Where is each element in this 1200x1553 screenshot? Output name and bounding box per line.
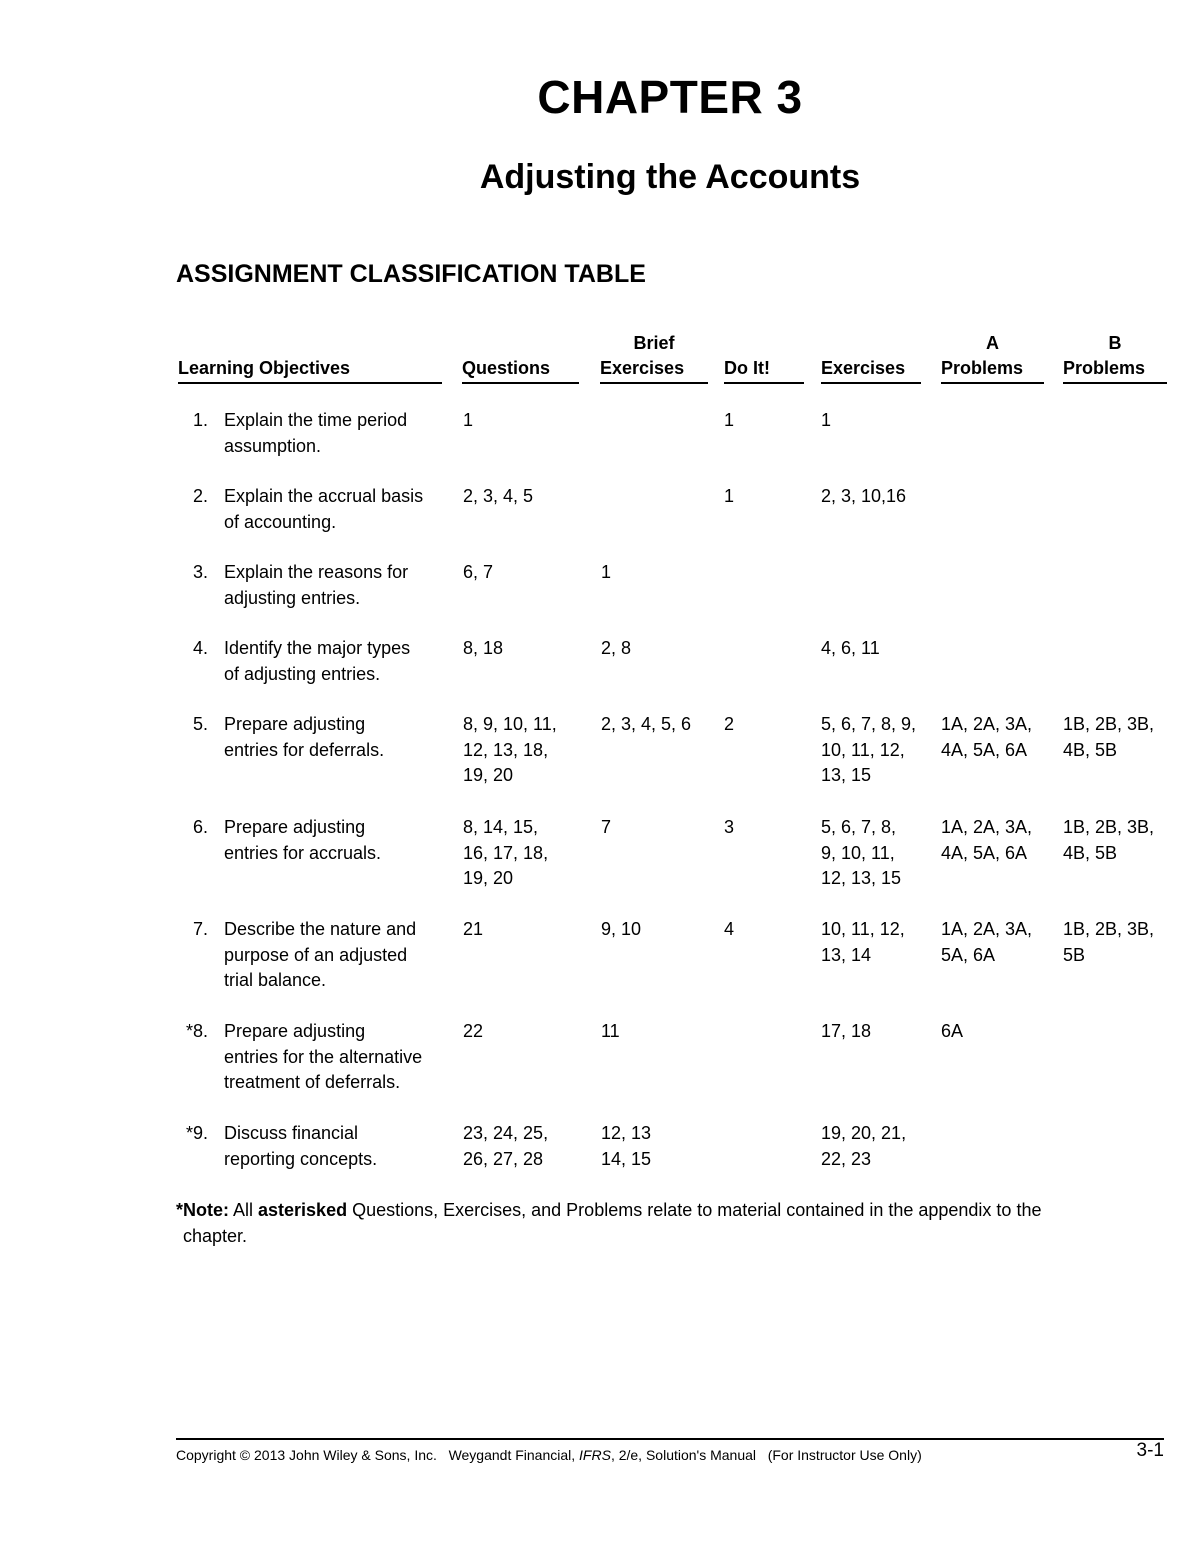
footnote xyxy=(176,1198,1164,1249)
book-title-prefix: Weygandt Financial, xyxy=(448,1447,580,1463)
row-questions: 8, 18 xyxy=(463,638,504,658)
row-number: 2. xyxy=(192,486,208,506)
footnote-line-2: chapter. xyxy=(183,1225,248,1246)
row-exercises: 4, 6, 11 xyxy=(821,638,880,658)
section-title: ASSIGNMENT CLASSIFICATION TABLE xyxy=(176,260,646,288)
row-do-it: 1 xyxy=(724,486,735,506)
page-number: 3-1 xyxy=(1136,1440,1164,1461)
row-exercises: 10, 11, 12, 13, 14 xyxy=(821,919,905,965)
row-do-it: 2 xyxy=(724,714,735,734)
row-questions: 1 xyxy=(463,410,474,430)
row-do-it: 1 xyxy=(724,410,735,430)
row-number: 7. xyxy=(192,919,208,939)
row-a-problems: 1A, 2A, 3A, 4A, 5A, 6A xyxy=(941,714,1033,760)
row-b-problems: 1B, 2B, 3B, 4B, 5B xyxy=(1063,714,1155,760)
row-objective: Explain the accrual basis of accounting. xyxy=(224,486,424,532)
book-title-suffix: , 2/e, Solution's Manual xyxy=(610,1447,757,1463)
row-number: 5. xyxy=(192,714,208,734)
row-questions: 2, 3, 4, 5 xyxy=(463,486,534,506)
row-objective: Prepare adjusting entries for the alternative treatment of deferrals. xyxy=(224,1021,423,1092)
row-number: 4. xyxy=(192,638,208,658)
row-exercises: 17, 18 xyxy=(821,1021,872,1041)
row-brief-exercises: 7 xyxy=(601,817,612,837)
header-a-problems: A Problems xyxy=(941,331,1044,384)
header-do-it: Do It! xyxy=(724,356,804,384)
row-brief-exercises: 2, 3, 4, 5, 6 xyxy=(601,714,692,734)
row-number: 3. xyxy=(192,562,208,582)
note-label: *Note: xyxy=(176,1200,229,1220)
row-objective: Explain the time period assumption. xyxy=(224,410,408,456)
row-exercises: 1 xyxy=(821,410,832,430)
row-questions: 6, 7 xyxy=(463,562,494,582)
row-brief-exercises: 1 xyxy=(601,562,612,582)
row-number: *9. xyxy=(185,1123,208,1143)
row-brief-exercises: 12, 13 14, 15 xyxy=(601,1123,652,1169)
row-questions: 8, 9, 10, 11, 12, 13, 18, 19, 20 xyxy=(463,714,557,785)
book-title-italic: IFRS xyxy=(579,1447,611,1463)
copyright: Copyright © 2013 John Wiley & Sons, Inc. xyxy=(176,1447,437,1463)
header-objectives: Learning Objectives xyxy=(178,356,442,384)
header-exercises: Exercises xyxy=(821,356,921,384)
row-brief-exercises: 9, 10 xyxy=(601,919,642,939)
row-objective: Discuss financial reporting concepts. xyxy=(224,1123,378,1169)
footnote-line-1: *Note: All asterisked Questions, Exercises, and Problems relate to material contained in the appendix to the xyxy=(176,1200,1042,1220)
row-a-problems: 1A, 2A, 3A, 4A, 5A, 6A xyxy=(941,817,1033,863)
row-number: 6. xyxy=(192,817,208,837)
row-objective: Explain the reasons for adjusting entries. xyxy=(224,562,409,608)
row-objective: Prepare adjusting entries for deferrals. xyxy=(224,714,385,760)
row-a-problems: 1A, 2A, 3A, 5A, 6A xyxy=(941,919,1033,965)
row-objective: Prepare adjusting entries for accruals. xyxy=(224,817,382,863)
row-do-it: 3 xyxy=(724,817,735,837)
row-exercises: 19, 20, 21, 22, 23 xyxy=(821,1123,907,1169)
row-number: 1. xyxy=(192,410,208,430)
row-number: *8. xyxy=(185,1021,208,1041)
row-b-problems: 1B, 2B, 3B, 4B, 5B xyxy=(1063,817,1155,863)
footer-text xyxy=(176,1445,1164,1465)
row-questions: 23, 24, 25, 26, 27, 28 xyxy=(463,1123,549,1169)
usage-note: (For Instructor Use Only) xyxy=(767,1447,922,1463)
header-brief-exercises: Brief Exercises xyxy=(600,331,708,384)
row-brief-exercises: 11 xyxy=(601,1021,620,1041)
row-do-it: 4 xyxy=(724,919,735,939)
header-b-problems: B Problems xyxy=(1063,331,1167,384)
row-objective: Describe the nature and purpose of an adjusted trial balance. xyxy=(224,919,417,990)
row-brief-exercises: 2, 8 xyxy=(601,638,632,658)
row-questions: 22 xyxy=(463,1021,484,1041)
row-a-problems: 6A xyxy=(941,1021,964,1041)
chapter-subtitle: Adjusting the Accounts xyxy=(479,158,861,196)
header-questions: Questions xyxy=(462,356,579,384)
row-b-problems: 1B, 2B, 3B, 5B xyxy=(1063,919,1155,965)
row-exercises: 2, 3, 10,16 xyxy=(821,486,907,506)
note-emphasis: asterisked xyxy=(258,1200,348,1220)
row-questions: 21 xyxy=(463,919,484,939)
row-exercises: 5, 6, 7, 8, 9, 10, 11, 12, 13, 15 xyxy=(821,817,902,888)
row-objective: Identify the major types of adjusting entries. xyxy=(224,638,411,684)
footer-divider xyxy=(176,1438,1164,1440)
chapter-title: CHAPTER 3 xyxy=(537,71,803,123)
row-questions: 8, 14, 15, 16, 17, 18, 19, 20 xyxy=(463,817,549,888)
row-exercises: 5, 6, 7, 8, 9, 10, 11, 12, 13, 15 xyxy=(821,714,917,785)
